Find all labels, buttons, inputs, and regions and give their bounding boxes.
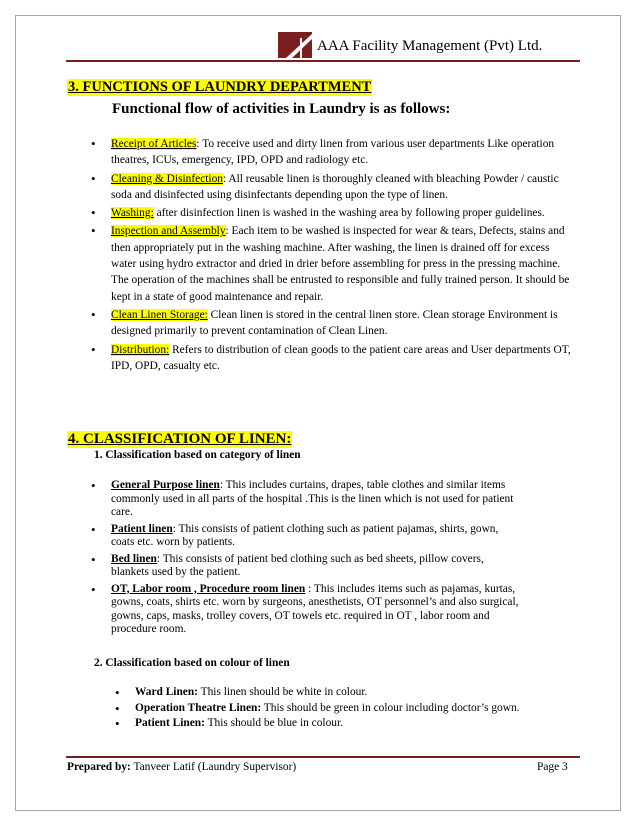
- item-label: Cleaning & Disinfection: [111, 172, 223, 185]
- bullet-icon: •: [115, 685, 120, 700]
- item-label: Washing:: [111, 207, 154, 220]
- list-item: [115, 717, 535, 731]
- footer-prepared-by: [67, 761, 296, 773]
- prepared-label: Prepared by:: [67, 761, 131, 773]
- item-text: This linen should be white in colour.: [197, 686, 368, 698]
- item-label: OT, Labor room , Procedure room linen: [111, 582, 306, 595]
- item-text: : This includes items such as pajamas, kurtas, gowns, coats, shirts etc. worn by surgeons, anesthetists, OT personnel’s and also surgical, gowns, caps, masks, trolley covers, OT towels etc. required in OT , labor room and procedure room.: [111, 582, 519, 635]
- item-text: : This consists of patient clothing such as patient pajamas, shirts, gown, coats etc. worn by patients.: [111, 522, 499, 548]
- bullet-icon: •: [115, 716, 120, 732]
- item-text: : To receive used and dirty linen from various user departments Like operation theatres, ICUs, emergency, IPD, OPD and radiology etc.: [111, 138, 555, 167]
- bullet-icon: •: [91, 581, 96, 597]
- header-title: AAA Facility Management (Pvt) Ltd.: [317, 38, 543, 54]
- list-item: [91, 523, 521, 550]
- list-item: [115, 702, 535, 716]
- linen-colour-list: [115, 686, 535, 733]
- item-text: : Each item to be washed is inspected for wear & tears, Defects, stains and then appropriately put in the washing machine. After washing, the linen is drained off for excess water using hydro extractor and dried in drier before assembling for press in the pressing machine. The operation of the machines shall be entrusted to responsible and fully trained person. It should be kept in a state of good maintenance and repair.: [111, 225, 570, 303]
- item-label: Receipt of Articles: [111, 138, 197, 150]
- item-label: Inspection and Assembly: [111, 225, 226, 238]
- item-text: : This includes curtains, drapes, table clothes and similar items commonly used in all parts of the hospital .This is the linen which is not used for patient care.: [111, 479, 514, 518]
- list-item: [91, 479, 521, 520]
- list-item: [91, 583, 521, 637]
- prepared-value: Tanveer Latif (Laundry Supervisor): [130, 761, 297, 773]
- list-item: [91, 136, 571, 169]
- bullet-icon: •: [91, 205, 96, 221]
- bullet-icon: •: [91, 521, 96, 537]
- item-text: Clean linen is stored in the central linen store. Clean storage Environment is designed primarily to prevent contamination of Clean Linen.: [111, 308, 558, 338]
- page-number: Page 3: [537, 761, 568, 773]
- bullet-icon: •: [91, 478, 96, 493]
- item-label: Ward Linen:: [135, 686, 198, 698]
- item-text: This should be blue in colour.: [204, 717, 343, 730]
- list-item: [115, 686, 535, 700]
- item-label: General Purpose linen: [111, 479, 220, 491]
- item-text: : All reusable linen is thoroughly cleaned with bleaching Powder / caustic soda and disinfected using disinfectants depending upon the type of linen.: [111, 172, 559, 201]
- item-text: : This consists of patient bed clothing such as bed sheets, pillow covers, blankets used by the patient.: [111, 552, 484, 578]
- classification-colour-heading: 2. Classification based on colour of linen: [94, 657, 290, 669]
- item-text: Refers to distribution of clean goods to the patient care areas and User departments OT, IPD, OPD, casualty etc.: [111, 343, 571, 372]
- list-item: [91, 307, 571, 340]
- item-label: Patient linen: [111, 522, 173, 535]
- list-item: [91, 553, 521, 580]
- item-label: Bed linen: [111, 552, 157, 565]
- bullet-icon: •: [115, 700, 120, 716]
- list-item: [91, 342, 571, 375]
- list-item: [91, 171, 571, 204]
- item-label: Clean Linen Storage:: [111, 308, 208, 321]
- header-rule: [66, 60, 580, 62]
- item-label: Patient Linen:: [135, 717, 205, 730]
- company-logo-icon: [278, 32, 312, 58]
- bullet-icon: •: [91, 341, 96, 357]
- bullet-icon: •: [91, 170, 96, 186]
- section-3-heading: 3. FUNCTIONS OF LAUNDRY DEPARTMENT: [68, 79, 372, 95]
- list-item: [91, 223, 571, 304]
- bullet-icon: •: [91, 223, 96, 239]
- laundry-functions-list: [91, 136, 571, 376]
- item-text: This should be green in colour including doctor’s gown.: [261, 701, 520, 714]
- bullet-icon: •: [91, 136, 96, 151]
- bullet-icon: •: [91, 306, 96, 322]
- item-label: Operation Theatre Linen:: [135, 701, 262, 714]
- section-3-subheading: Functional flow of activities in Laundry is as follows:: [112, 101, 451, 117]
- linen-category-list: [91, 479, 521, 640]
- item-label: Distribution:: [111, 343, 170, 356]
- item-text: after disinfection linen is washed in the washing area by following proper guidelines.: [153, 207, 545, 220]
- classification-category-heading: 1. Classification based on category of linen: [94, 449, 301, 461]
- footer-rule: [66, 756, 580, 758]
- bullet-icon: •: [91, 551, 96, 567]
- list-item: [91, 205, 571, 221]
- section-4-heading: 4. CLASSIFICATION OF LINEN:: [68, 431, 292, 447]
